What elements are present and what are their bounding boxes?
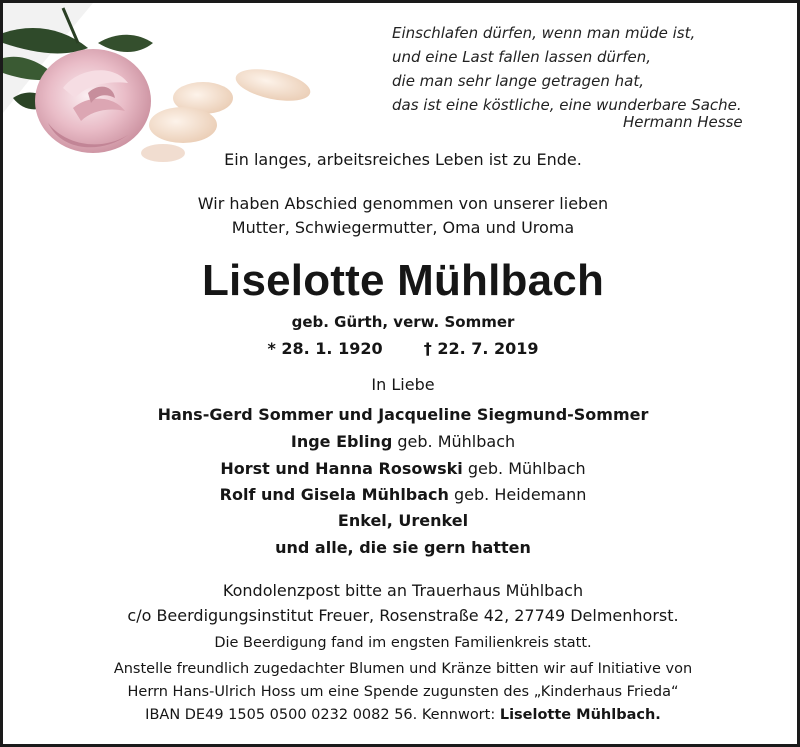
maiden-name: geb. Gürth, verw. Sommer (291, 313, 515, 331)
intro-line: Wir haben Abschied genommen von unserer lieben (197, 194, 609, 213)
iban-text: IBAN DE49 1505 0500 0232 0082 56. Kennwort: (145, 707, 500, 723)
mourner-suffix: geb. Mühlbach (462, 459, 586, 478)
life-dates (3, 339, 800, 358)
mourner-line (3, 432, 800, 451)
mourner-name: Rolf und Gisela Mühlbach (219, 485, 449, 504)
mourners-heading: In Liebe (371, 375, 435, 394)
deceased-name: Liselotte Mühlbach (201, 256, 605, 305)
mourner-suffix: geb. Heidemann (448, 485, 587, 504)
mourner-name: Hans-Gerd Sommer und Jacqueline Siegmund-Sommer (157, 405, 649, 424)
mourner-line (3, 538, 800, 557)
quote-line: das ist eine köstliche, eine wunderbare Sache. (392, 96, 742, 114)
birth-date: * 28. 1. 1920 (267, 339, 383, 358)
mourner-line (3, 485, 800, 504)
mourner-line (3, 459, 800, 478)
mourner-name: und alle, die sie gern hatten (275, 538, 531, 557)
iban-line (3, 707, 800, 723)
donation-keyword: Liselotte Mühlbach. (499, 707, 661, 723)
mourner-line (3, 405, 800, 424)
quote-line: die man sehr lange getragen hat, (392, 72, 644, 90)
intro-line: Mutter, Schwiegermutter, Oma und Uroma (231, 218, 575, 237)
funeral-note: Die Beerdigung fand im engsten Familienkreis statt. (214, 635, 592, 651)
mourner-name: Inge Ebling (290, 432, 393, 451)
condolence-address: c/o Beerdigungsinstitut Freuer, Rosenstraße 42, 27749 Delmenhorst. (127, 606, 679, 625)
condolence-line: Kondolenzpost bitte an Trauerhaus Mühlbach (222, 581, 584, 600)
quote-author: Hermann Hesse (623, 113, 743, 131)
quote-line: Einschlafen dürfen, wenn man müde ist, (392, 24, 696, 42)
intro-line: Ein langes, arbeitsreiches Leben ist zu Ende. (224, 150, 582, 169)
poem-quote (392, 21, 762, 117)
quote-line: und eine Last fallen lassen dürfen, (392, 48, 651, 66)
donation-line: Anstelle freundlich zugedachter Blumen und Kränze bitten wir auf Initiative von (113, 661, 693, 677)
mourner-suffix: geb. Mühlbach (392, 432, 516, 451)
donation-line: Herrn Hans-Ulrich Hoss um eine Spende zugunsten des „Kinderhaus Frieda“ (127, 684, 679, 700)
mourner-name: Enkel, Urenkel (337, 511, 469, 530)
death-date: † 22. 7. 2019 (423, 339, 539, 358)
mourner-line (3, 511, 800, 530)
mourner-name: Horst und Hanna Rosowski (220, 459, 463, 478)
